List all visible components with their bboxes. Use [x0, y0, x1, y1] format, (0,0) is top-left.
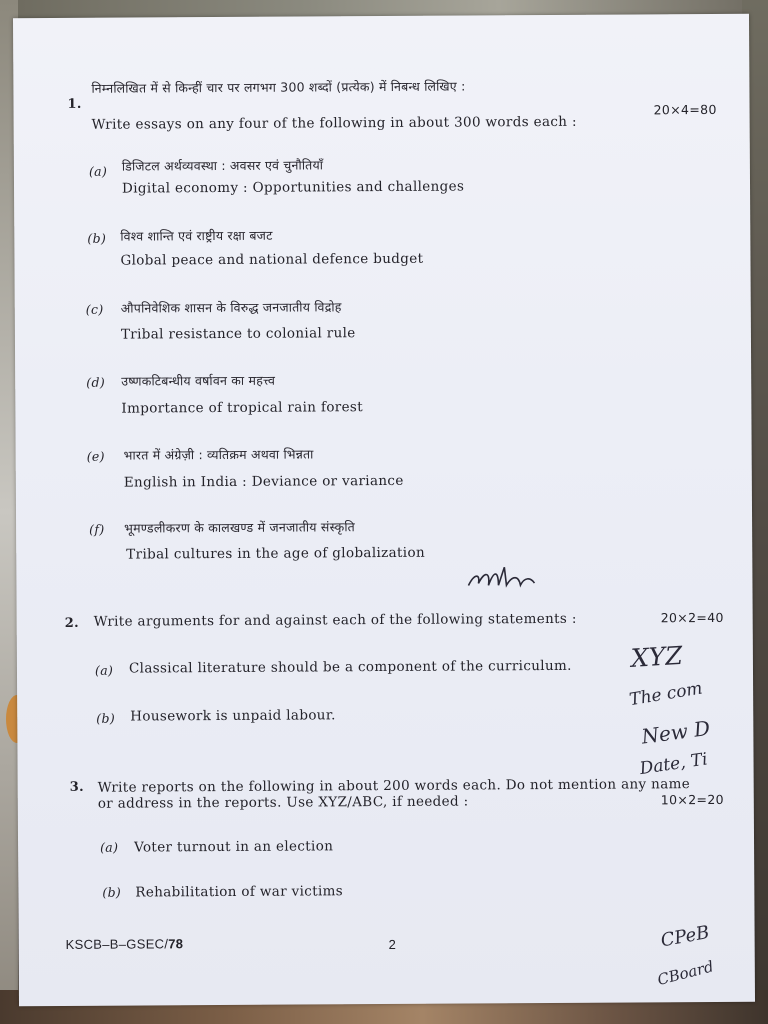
q1e-english: English in India : Deviance or variance	[123, 472, 404, 491]
q1-hindi-instruction: निम्नलिखित में से किन्हीं चार पर लगभग 300 शब्दों (प्रत्येक) में निबन्ध लिखिए :	[91, 78, 466, 96]
handwritten-line-4: Date, Ti	[638, 749, 709, 780]
q1c-hindi: औपनिवेशिक शासन के विरुद्ध जनजातीय विद्रोह	[120, 299, 342, 316]
handwritten-scribble	[464, 563, 544, 593]
q3a-label: (a)	[100, 839, 119, 855]
q1-number: 1.	[67, 96, 82, 112]
q3-instruction-line-1: Write reports on the following in about 200 words each. Do not mention any name	[97, 776, 691, 796]
q1a-label: (a)	[88, 163, 108, 179]
q1-marks: 20×4=80	[653, 101, 717, 118]
q2b-statement: Housework is unpaid labour.	[130, 707, 336, 725]
q1a-hindi: डिजिटल अर्थव्यवस्था : अवसर एवं चुनौतियाँ	[121, 157, 324, 174]
q1b-hindi: विश्व शान्ति एवं राष्ट्रीय रक्षा बजट	[120, 227, 273, 244]
q1f-label: (f)	[89, 521, 105, 537]
q1a-english: Digital economy : Opportunities and challenges	[121, 178, 465, 197]
q1c-english: Tribal resistance to colonial rule	[120, 325, 356, 343]
q2-marks: 20×2=40	[660, 609, 724, 626]
q2-number: 2.	[64, 615, 80, 631]
paper-code	[66, 936, 184, 952]
q1d-hindi: उष्णकटिबन्धीय वर्षावन का महत्त्व	[121, 372, 276, 389]
q3b-label: (b)	[102, 884, 122, 900]
q1f-english: Tribal cultures in the age of globalization	[126, 544, 426, 563]
q1b-label: (b)	[87, 230, 107, 246]
q1e-hindi: भारत में अंग्रेज़ी : व्यतिक्रम अथवा भिन्नता	[123, 446, 314, 463]
handwritten-line-3: New D	[640, 715, 712, 749]
q1f-hindi: भूमण्डलीकरण के कालखण्ड में जनजातीय संस्कृति	[124, 519, 356, 536]
q1e-label: (e)	[86, 448, 105, 464]
q2b-label: (b)	[96, 710, 116, 726]
paper-code-prefix: KSCB–B–GSEC/	[65, 936, 169, 952]
q3-marks: 10×2=20	[660, 791, 724, 808]
q2a-label: (a)	[94, 662, 114, 678]
q3b-topic: Rehabilitation of war victims	[135, 883, 344, 901]
page-number: 2	[388, 936, 397, 952]
paper-code-number: 78	[168, 936, 184, 952]
handwritten-line-2: The com	[627, 678, 704, 711]
q1b-english: Global peace and national defence budget	[120, 250, 424, 269]
handwritten-bottom-1: CPeB	[659, 921, 712, 952]
q2a-statement: Classical literature should be a component of the curriculum.	[128, 657, 572, 677]
handwritten-xyz: XYZ	[630, 640, 684, 673]
q3-instruction-line-2: or address in the reports. Use XYZ/ABC, if needed :	[97, 793, 469, 812]
q1-english-instruction: Write essays on any four of the following in about 300 words each :	[91, 113, 577, 133]
q1c-label: (c)	[85, 301, 104, 317]
q3a-topic: Voter turnout in an election	[134, 838, 334, 856]
q2-instruction: Write arguments for and against each of the following statements :	[93, 610, 577, 630]
q1d-label: (d)	[86, 374, 106, 390]
question-paper-page	[13, 14, 755, 1006]
q1d-english: Importance of tropical rain forest	[121, 399, 364, 417]
handwritten-bottom-2: CBoard	[655, 957, 716, 989]
q3-number: 3.	[69, 779, 85, 795]
